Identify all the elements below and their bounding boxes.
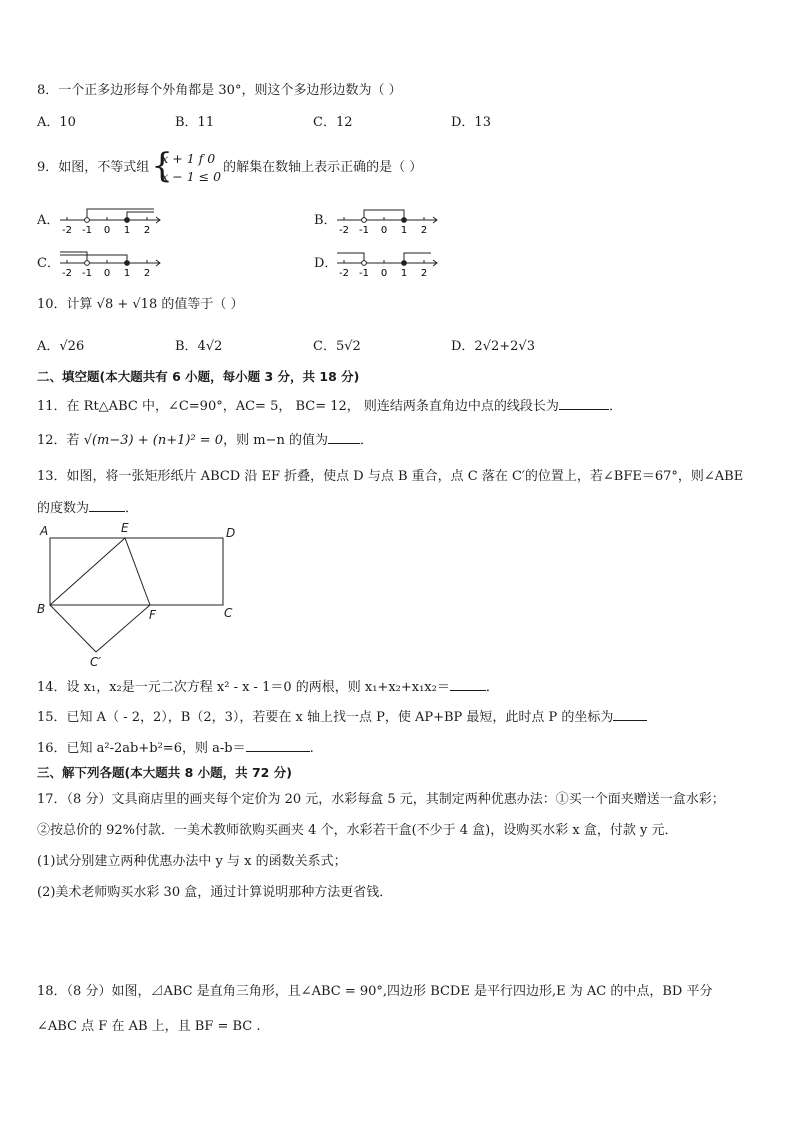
question-17-line-2: ②按总价的 92%付款．一美术教师欲购买画夹 4 个，水彩若干盒(不少于 4 盒)，设购买水彩 x 盒，付款 y 元． (37, 823, 678, 838)
q11-text: 11．在 Rt△ABC 中，∠C=90°，AC= 5， BC= 12， 则连结两条直角边中点的线段长为 (37, 399, 559, 414)
tick-label: 0 (103, 225, 111, 236)
question-17-part-1: (1)试分别建立两种优惠办法中 y 与 x 的函数关系式； (37, 854, 347, 869)
q13-line-2-text: 的度数为 (37, 501, 90, 516)
tick-label: -1 (82, 225, 92, 236)
q14-text: 14．设 x₁，x₂是一元二次方程 x² - x - 1＝0 的两根，则 x₁+x₂+x₁x₂＝ (37, 680, 450, 695)
q8-option-c: C．12 (313, 115, 353, 130)
tick-label: 1 (400, 268, 408, 279)
fold-rectangle-figure (30, 518, 250, 676)
question-10-stem: 10．计算 √8 + √18 的值等于（ ） (37, 297, 244, 312)
vertex-label-f: F (149, 608, 156, 622)
q9-suffix: 的解集在数轴上表示正确的是（ ） (223, 160, 423, 175)
tick-label: -1 (359, 225, 369, 236)
q10-option-c: C．5√2 (313, 339, 361, 354)
question-16: 16．已知 a²-2ab+b²=6，则 a-b＝ . (37, 738, 314, 758)
inequality-row-1: x + 1 f 0 (161, 150, 216, 166)
answer-blank (328, 430, 360, 444)
tick-label: -2 (339, 268, 349, 279)
answer-blank (246, 738, 310, 752)
question-13-line-2: 的度数为 ． (37, 498, 138, 518)
q9-prefix: 9．如图，不等式组 (37, 160, 150, 175)
vertex-label-e: E (121, 521, 129, 535)
q16-text: 16．已知 a²-2ab+b²=6，则 a-b＝ (37, 741, 246, 756)
question-14: 14．设 x₁，x₂是一元二次方程 x² - x - 1＝0 的两根，则 x₁+x₂+x₁x₂＝ ． (37, 677, 499, 697)
q9-option-b-letter: B． (314, 213, 337, 228)
question-11: 11．在 Rt△ABC 中，∠C=90°，AC= 5， BC= 12， 则连结两条直角边中点的线段长为 ． (37, 396, 622, 416)
number-line-a (56, 205, 166, 237)
answer-blank (613, 707, 647, 721)
q15-text: 15．已知 A（ - 2，2），B（2，3），若要在 x 轴上找一点 P，使 AP+BP 最短，此时点 P 的坐标为 (37, 710, 614, 725)
question-15 (37, 707, 647, 727)
vertex-label-a: A (40, 524, 49, 538)
question-18-line-1: 18．（8 分）如图，⊿ABC 是直角三角形，且∠ABC = 90°,四边形 BCDE 是平行四边形,E 为 AC 的中点，BD 平分 (37, 984, 713, 999)
tick-label: 2 (420, 225, 428, 236)
tick-label: 2 (420, 268, 428, 279)
question-18-line-2: ∠ABC 点 F 在 AB 上，且 BF = BC . (37, 1019, 261, 1034)
tick-label: 1 (400, 225, 408, 236)
vertex-label-d: D (226, 526, 236, 540)
tick-label: 0 (103, 268, 111, 279)
question-8-stem: 8．一个正多边形每个外角都是 30°，则这个多边形边数为（ ） (37, 83, 402, 98)
number-line-c (56, 248, 166, 280)
q12-expression: √(m−3) + (n+1)² = 0 (83, 433, 224, 448)
q10-option-a: A．√26 (37, 339, 85, 354)
tick-label: -1 (82, 268, 92, 279)
number-line-d (333, 248, 443, 280)
q10-option-b: B．4√2 (175, 339, 223, 354)
tick-label: -2 (62, 225, 72, 236)
tick-label: -2 (339, 225, 349, 236)
q9-option-d-letter: D． (314, 256, 338, 271)
tick-label: -2 (62, 268, 72, 279)
question-13-line-1: 13．如图，将一张矩形纸片 ABCD 沿 EF 折叠，使点 D 与点 B 重合，点 C 落在 C′的位置上，若∠BFE＝67°，则∠ABE (37, 469, 744, 484)
q9-option-c-letter: C． (37, 256, 60, 271)
number-line-b (333, 205, 443, 237)
inequality-system: { x + 1 f 0 x − 1 ≤ 0 (151, 145, 222, 186)
vertex-label-c: C (224, 606, 233, 620)
q8-option-a: A．10 (37, 115, 76, 130)
inequality-row-2: x − 1 ≤ 0 (161, 168, 222, 184)
answer-blank (559, 396, 609, 410)
section-3-heading: 三、解下列各题(本大题共 8 小题，共 72 分) (37, 765, 292, 780)
tick-label: 1 (123, 225, 131, 236)
q12-suffix: ，则 m−n 的值为 (223, 433, 328, 448)
section-2-heading: 二、填空题(本大题共有 6 小题，每小题 3 分，共 18 分) (37, 369, 360, 384)
answer-blank (89, 498, 125, 512)
question-17-line-1: 17．（8 分）文具商店里的画夹每个定价为 20 元，水彩每盒 5 元，其制定两种优惠办法：①买一个面夹赠送一盒水彩； (37, 792, 725, 807)
q9-option-a-letter: A． (37, 213, 60, 228)
question-12: 12．若 √(m−3) + (n+1)² = 0，则 m−n 的值为 ． (37, 430, 373, 450)
vertex-label-c-prime: C′ (90, 655, 102, 669)
q12-prefix: 12．若 (37, 433, 80, 448)
question-9-stem (37, 145, 423, 188)
q8-option-b: B．11 (175, 115, 215, 130)
tick-label: 1 (123, 268, 131, 279)
tick-label: 2 (143, 268, 151, 279)
vertex-label-b: B (37, 602, 46, 616)
tick-label: 0 (380, 268, 388, 279)
q8-option-d: D．13 (451, 115, 491, 130)
tick-label: -1 (359, 268, 369, 279)
q10-option-d: D．2√2+2√3 (451, 339, 535, 354)
tick-label: 2 (143, 225, 151, 236)
answer-blank (450, 677, 486, 691)
question-17-part-2: (2)美术老师购买水彩 30 盒，通过计算说明那种方法更省钱． (37, 885, 393, 900)
tick-label: 0 (380, 225, 388, 236)
